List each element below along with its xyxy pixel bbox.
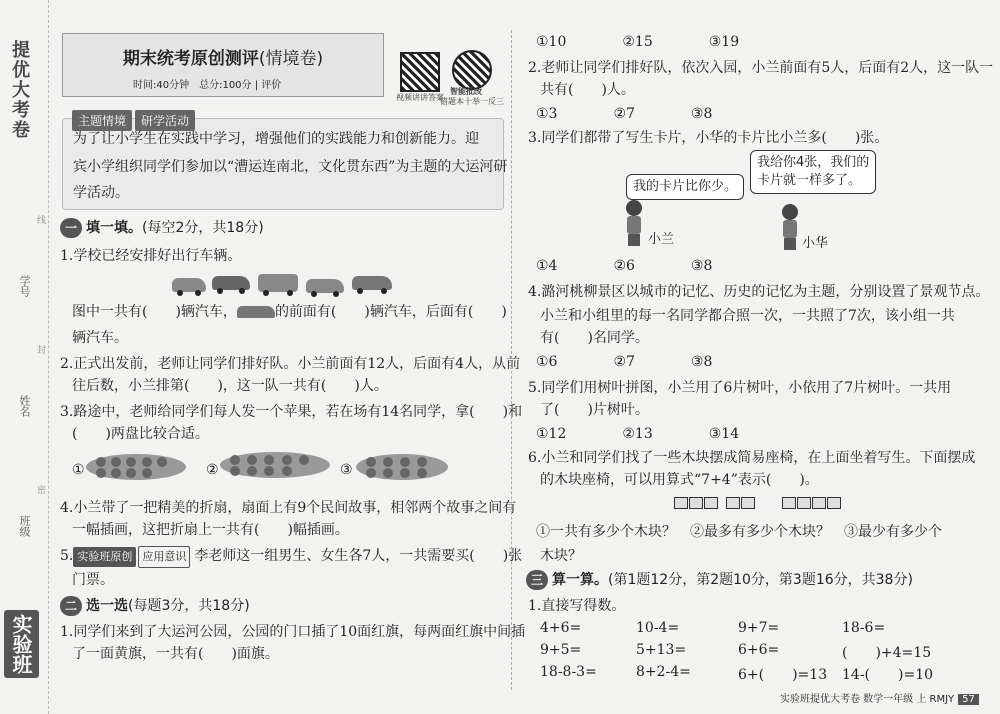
qr-label: 视频讲讲答案 [396,93,444,102]
section-2-heading [60,596,250,616]
calc-r2-c3: 6+6= [738,642,780,658]
plate-option-3-label: ③ [340,462,353,478]
wheel-icon [381,288,387,294]
wheel-icon [263,290,269,296]
section-3-points: (第1题12分，第2题10分，第3题16分，共38分) [608,572,913,588]
s2-q1-line2: 了一面黄旗，一共有( )面旗。 [72,646,279,662]
smart-grading-icon[interactable] [452,50,492,90]
s1-q3-line1: 3.路途中，老师给同学们每人发一个苹果，若在场有14名同学，拿( )和 [60,404,523,420]
calc-r3-c4: 14-( )=10 [842,667,934,683]
block-chair-1 [674,494,719,513]
s1-q1-line3: 辆汽车。 [72,330,128,346]
apple-icon [157,457,167,467]
score-label: 评价 [261,80,282,91]
speech-bubble-right [750,150,876,194]
s1-q1-line2 [72,302,507,322]
block-chair-3 [782,494,842,513]
theme-line-1: 为了让小学生在实践中学习，增强他们的实践能力和创新能力。迎 [73,131,479,147]
s1-q4-line1: 4.小兰带了一把精美的折扇，扇面上有9个民间故事，相邻两个故事之间有 [60,500,517,516]
calc-r2-c1: 9+5= [540,642,582,658]
apple-icon [142,468,152,478]
smart-grading-sub: 错题本十举一反三 [440,97,504,106]
apple-icon [400,457,410,467]
field-student-id: 学号 [18,275,31,297]
calc-r1-c4: 18-6= [842,620,886,636]
apple-icon [96,457,106,467]
plate-option-2-label: ② [206,462,219,478]
s2-q2-line2: 共有( )人。 [540,82,635,98]
plate-option-1-label: ① [72,462,85,478]
column-divider [511,30,512,690]
calc-r2-c4: ( )+4=15 [842,645,932,661]
s1-q5-line2: 门票。 [72,572,114,588]
theme-line-2: 宾小学组织同学们参加以“漕运连南北，文化贯东西”为主题的大运河研 [73,159,508,175]
apple-icon [366,457,376,467]
section-1-points: (每空2分，共18分) [142,220,264,236]
apple-icon [282,455,292,465]
wheel-icon [177,290,183,296]
wheel-icon [217,288,223,294]
s2-q5-options: ①12 ②13 ③14 [536,426,740,442]
field-class: 班级 [18,515,31,537]
exam-meta: 时间:40分钟 总分:100分 | 评价 [133,80,282,91]
theme-box [62,118,508,210]
s1-q1-line2b: 的前面有( )辆汽车，后面有( ) [274,304,507,320]
s1-q4-line2: 一幅插画，这把折扇上一共有( )幅插画。 [72,522,349,538]
apple-icon [299,455,309,465]
speech-bubble-left: 我的卡片比你少。 [626,174,744,200]
s1-q5-line1: 5. 实验班原创 应用意识 李老师这一组男生、女生各7人，一共需要买( )张 [60,546,522,568]
apple-icon [366,468,376,478]
car-icon [237,306,275,318]
field-name: 姓名 [18,395,31,417]
girl-figure-icon [626,200,642,246]
s2-q1-line1: 1.同学们来到了大运河公园，公园的门口插了10面红旗，每两面红旗中间插 [60,624,526,640]
boy-figure-icon [782,204,798,250]
apple-icon [400,468,410,478]
section-2-points: (每题3分，共18分) [128,598,250,614]
s2-q5-line2: 了( )片树叶。 [540,402,649,418]
apple-icon [230,455,240,465]
cut-mark-line: 线 [35,215,45,224]
section-2-title: 选一选 [86,598,129,614]
wheel-icon [357,288,363,294]
section-3-title: 算一算。 [552,572,609,588]
application-tag: 应用意识 [138,546,190,568]
apple-icon [417,468,427,478]
section-2-num: 二 [60,596,82,616]
bubble-right-line-1: 我给你4张，我们的 [757,155,870,170]
s2-q6-options-2: 木块？ [540,548,582,564]
apple-icon [230,466,240,476]
s2-q5-line1: 5.同学们用树叶拼图，小兰用了6片树叶，小依用了7片树叶。一共用 [528,380,952,396]
s2-q2-line1: 2.老师让同学们排好队，依次入园，小兰前面有5人，后面有2人，这一队一 [528,60,994,76]
footer-text: 实验班提优大考卷 数学一年级 上 RMJY [780,694,955,705]
section-3-num: 三 [526,570,548,590]
s2-q6-line2: 的木块座椅，可以用算式“7+4”表示( )。 [540,472,819,488]
activity-tag: 研学活动 [135,110,195,131]
s1-q5-text: 李老师这一组男生、女生各7人，一共需要买( )张 [194,548,523,564]
wheel-icon [311,291,317,297]
s2-q2-options: ①3 ②7 ③8 [536,106,713,122]
s2-q4-line1: 4.潞河桃柳景区以城市的记忆、历史的记忆为主题，分别设置了景观节点。 [528,284,990,300]
s1-q1-stem: 1.学校已经安排好出行车辆。 [60,248,242,264]
s2-q4-line2: 小兰和小组里的每一名同学都合照一次，一共照了7次，该小组一共 [540,308,955,324]
section-1-heading [60,218,264,238]
s2-q1-options: ①10 ②15 ③19 [536,34,740,50]
smart-grading-label: 智能批改 [450,87,482,96]
theme-tag: 主题情境 [72,110,132,131]
wheel-icon [333,291,339,297]
page-footer [780,690,979,705]
apple-icon [142,457,152,467]
apple-icon [96,468,106,478]
brand-top: 提优大考卷 [9,40,30,140]
title-sub: (情境卷) [258,49,324,69]
calc-r1-c2: 10-4= [636,620,680,636]
apple-icon [417,457,427,467]
page-number: 57 [958,694,979,705]
s2-q3-options: ①4 ②6 ③8 [536,258,713,274]
s3-q1-stem: 1.直接写得数。 [528,598,626,614]
section-3-heading [526,570,913,590]
wheel-icon [195,290,201,296]
kid-right-name: 小华 [802,236,829,251]
cut-mark-secret: 密 [35,485,45,494]
section-1-title: 填一填。 [86,220,143,236]
s1-q3-line2: ( )两盘比较合适。 [72,426,209,442]
binding-margin [0,0,49,714]
s1-q2-line1: 2.正式出发前，老师让同学们排好队。小兰前面有12人，后面有4人，从前 [60,356,521,372]
cut-mark-seal: 封 [35,345,45,354]
apple-icon [383,457,393,467]
brand-bottom: 实验班 [4,610,39,678]
calc-r2-c2: 5+13= [636,642,687,658]
section-1-num: 一 [60,218,82,238]
page-title [63,44,383,69]
calc-r1-c1: 4+6= [540,620,582,636]
wheel-icon [287,290,293,296]
wheel-icon [239,288,245,294]
s2-q6-line1: 6.小兰和同学们找了一些木块摆成简易座椅，在上面坐着写生。下面摆成 [528,450,976,466]
theme-tags [72,110,198,131]
kid-left-name: 小兰 [648,232,675,247]
calc-r3-c3: 6+( )=13 [738,667,828,683]
bubble-right-line-2: 卡片就一样多了。 [757,173,862,188]
qr-code-icon[interactable] [400,52,440,92]
s2-q6-options-1: ①一共有多少个木块？ ②最多有多少个木块？ ③最少有多少个 [536,524,942,540]
calc-r3-c2: 8+2-4= [636,664,691,680]
calc-r1-c3: 9+7= [738,620,780,636]
s2-q3-stem: 3.同学们都带了写生卡片，小华的卡片比小兰多( )张。 [528,130,889,146]
s1-q2-line2: 往后数，小兰排第( )，这一队一共有( )人。 [72,378,388,394]
title-main: 期末统考原创测评 [122,49,259,69]
theme-line-3: 学活动。 [73,185,129,201]
apple-icon [282,466,292,476]
title-box [62,33,384,97]
time-score: 时间:40分钟 总分:100分 [133,80,252,91]
block-chair-2 [726,494,756,513]
calc-r3-c1: 18-8-3= [540,664,597,680]
s2-q4-line3: 有( )名同学。 [540,330,649,346]
s1-q1-line2a: 图中一共有( )辆汽车， [72,304,237,320]
s2-q4-options: ①6 ②7 ③8 [536,354,713,370]
apple-icon [383,468,393,478]
original-tag: 实验班原创 [73,547,136,567]
